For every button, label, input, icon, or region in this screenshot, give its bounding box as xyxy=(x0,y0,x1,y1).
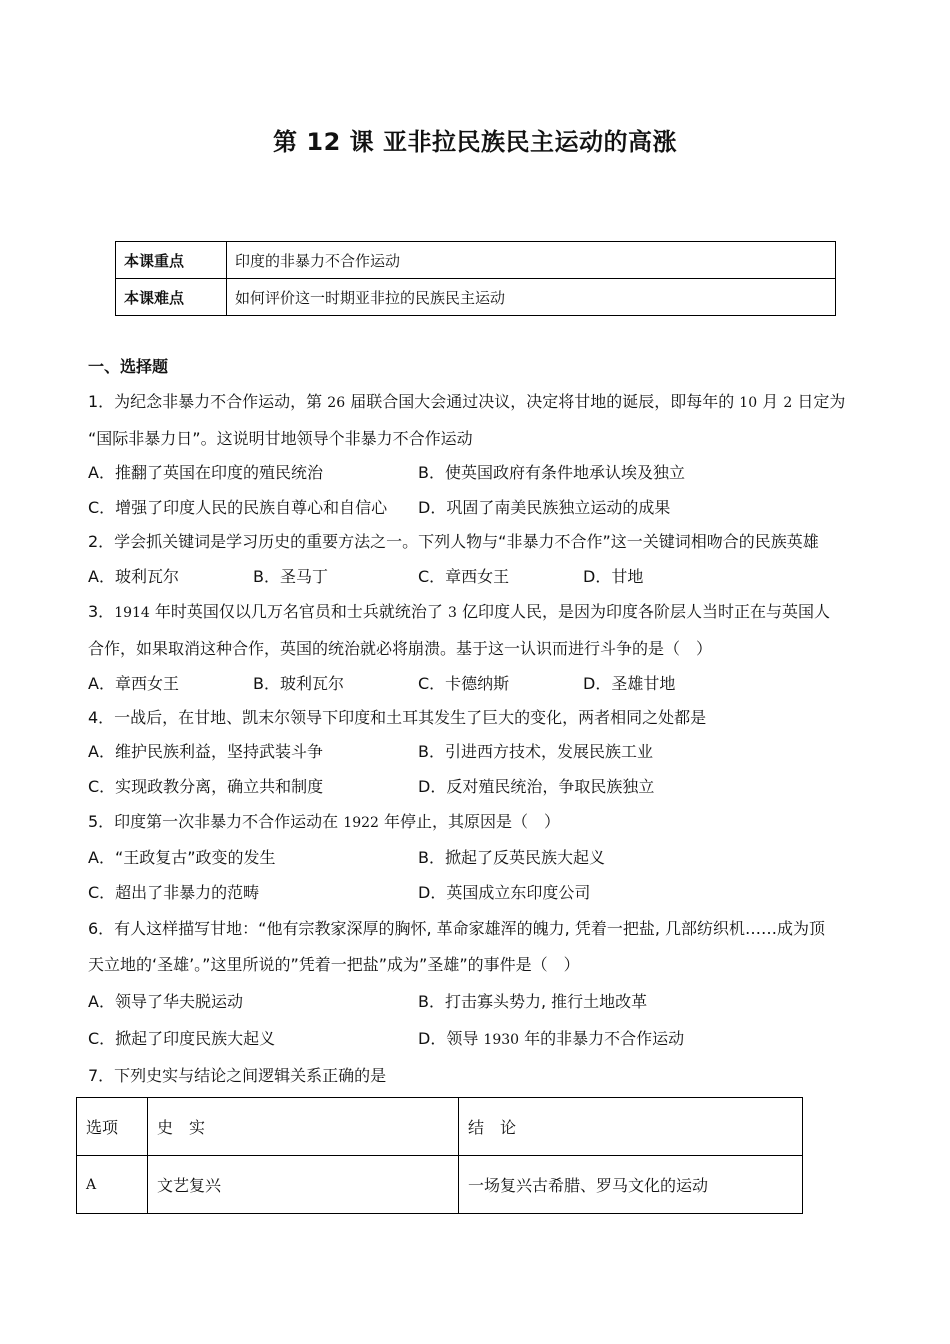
q3-stem-line2: 合作，如果取消这种合作，英国的统治就必将崩溃。基于这一认识而进行斗争的是（ ） xyxy=(88,639,713,658)
q5-option-a: A．“王政复古”政变的发生 xyxy=(88,848,276,867)
q4-option-b: B．引进西方技术，发展民族工业 xyxy=(418,742,653,761)
q1-stem-line1: 1．为纪念非暴力不合作运动，第 26 届联合国大会通过决议，决定将甘地的诞辰，即每年的 10 月 2 日定为 xyxy=(88,392,846,411)
q3-stem-line1: 3．1914 年时英国仅以几万名官员和士兵就统治了 3 亿印度人民，是因为印度各阶层人当时正在与英国人 xyxy=(88,602,831,621)
lesson-key-table xyxy=(115,241,836,316)
q5-option-b: B．掀起了反英民族大起义 xyxy=(418,848,605,867)
q5-option-d: D．英国成立东印度公司 xyxy=(418,883,591,902)
section-title: 一、选择题 xyxy=(88,357,169,376)
q2-option-c: C．章西女王 xyxy=(418,567,510,586)
q3-option-b: B．玻利瓦尔 xyxy=(253,674,344,693)
q2-option-d: D．甘地 xyxy=(583,567,644,586)
q6-option-b: B．打击寡头势力, 推行土地改革 xyxy=(418,992,648,1011)
q7-cell-option: A xyxy=(77,1156,148,1214)
q5-stem: 5．印度第一次非暴力不合作运动在 1922 年停止，其原因是（ ） xyxy=(88,812,561,831)
key-row-focus xyxy=(116,242,836,279)
page-title: 第 12 课 亚非拉民族民主运动的高涨 xyxy=(273,128,677,156)
q7-cell-conclusion: 一场复兴古希腊、罗马文化的运动 xyxy=(459,1156,803,1214)
q7-stem: 7．下列史实与结论之间逻辑关系正确的是 xyxy=(88,1066,387,1085)
q1-option-c: C．增强了印度人民的民族自尊心和自信心 xyxy=(88,498,388,517)
key-value: 印度的非暴力不合作运动 xyxy=(227,242,836,279)
q1-stem-line2: “国际非暴力日”。这说明甘地领导个非暴力不合作运动 xyxy=(88,429,473,448)
q7-header-conclusion: 结 论 xyxy=(459,1098,803,1156)
q7-table-header xyxy=(77,1098,803,1156)
q6-option-c: C．掀起了印度民族大起义 xyxy=(88,1029,276,1048)
q7-table xyxy=(76,1097,803,1214)
table-row xyxy=(77,1156,803,1214)
q3-option-c: C．卡德纳斯 xyxy=(418,674,510,693)
q4-option-d: D．反对殖民统治，争取民族独立 xyxy=(418,777,655,796)
key-label: 本课难点 xyxy=(116,279,227,316)
q2-option-a: A．玻利瓦尔 xyxy=(88,567,179,586)
q2-stem: 2．学会抓关键词是学习历史的重要方法之一。下列人物与“非暴力不合作”这一关键词相吻合的民族英雄 xyxy=(88,532,819,551)
q1-option-b: B．使英国政府有条件地承认埃及独立 xyxy=(418,463,685,482)
q3-option-a: A．章西女王 xyxy=(88,674,179,693)
q4-stem: 4．一战后，在甘地、凯末尔领导下印度和土耳其发生了巨大的变化，两者相同之处都是 xyxy=(88,708,707,727)
key-label: 本课重点 xyxy=(116,242,227,279)
q6-stem-line1: 6．有人这样描写甘地：“他有宗教家深厚的胸怀, 革命家雄浑的魄力, 凭着一把盐, 几部纺织机……成为顶 xyxy=(88,919,825,938)
q6-stem-line2: 天立地的‘圣雄’。”这里所说的”凭着一把盐”成为”圣雄”的事件是（ ） xyxy=(88,955,580,974)
q1-option-d: D．巩固了南美民族独立运动的成果 xyxy=(418,498,671,517)
q7-header-fact: 史 实 xyxy=(148,1098,459,1156)
q6-option-a: A．领导了华夫脱运动 xyxy=(88,992,243,1011)
q6-option-d: D．领导 1930 年的非暴力不合作运动 xyxy=(418,1029,685,1048)
q3-option-d: D．圣雄甘地 xyxy=(583,674,676,693)
q7-header-option: 选项 xyxy=(77,1098,148,1156)
key-value: 如何评价这一时期亚非拉的民族民主运动 xyxy=(227,279,836,316)
q4-option-c: C．实现政教分离，确立共和制度 xyxy=(88,777,324,796)
q7-cell-fact: 文艺复兴 xyxy=(148,1156,459,1214)
key-row-difficulty xyxy=(116,279,836,316)
q5-option-c: C．超出了非暴力的范畴 xyxy=(88,883,260,902)
q1-option-a: A．推翻了英国在印度的殖民统治 xyxy=(88,463,323,482)
q2-option-b: B．圣马丁 xyxy=(253,567,328,586)
q4-option-a: A．维护民族利益，坚持武装斗争 xyxy=(88,742,323,761)
